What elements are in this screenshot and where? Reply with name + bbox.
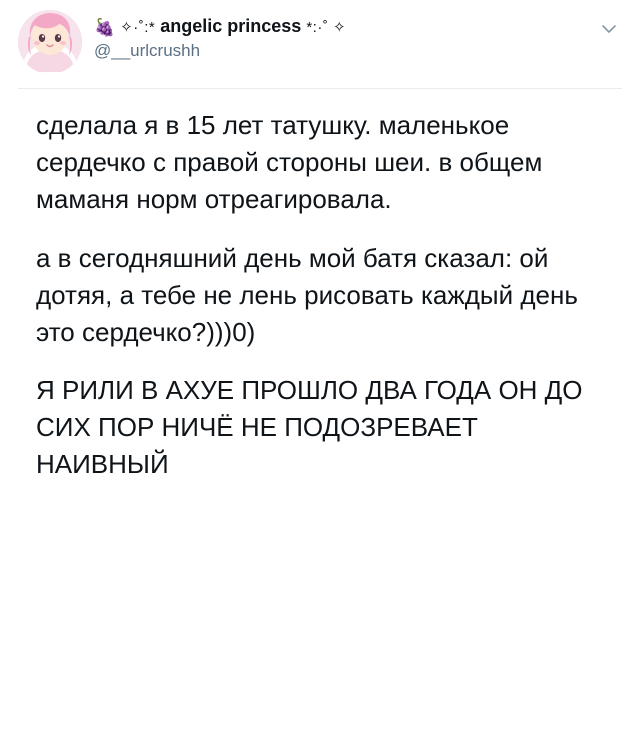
tweet-paragraph-1: сделала я в 15 лет татушку. маленькое сердечко с правой стороны шеи. в общем маманя норм отреагировала. bbox=[36, 110, 543, 214]
author-name-line bbox=[94, 16, 584, 37]
author-handle[interactable]: @__urlcrushh bbox=[94, 41, 201, 60]
name-decoration-right: *:·˚ ✧ bbox=[306, 18, 347, 36]
avatar[interactable] bbox=[18, 10, 82, 74]
tweet-paragraph-3: Я РИЛИ В АХУЕ ПРОШЛО ДВА ГОДА ОН ДО СИХ ПОР НИЧЁ НЕ ПОДОЗРЕВАЕТ НАИВНЫЙ bbox=[36, 375, 583, 480]
grape-icon: 🍇 bbox=[94, 18, 116, 37]
tweet-body bbox=[18, 89, 622, 483]
tweet-paragraph-2: а в сегодняшний день мой батя сказал: ой дотяя, а тебе не лень рисовать каждый день это сердечко?)))0) bbox=[36, 242, 578, 347]
chevron-down-glyph bbox=[599, 19, 619, 39]
author-display-name[interactable]: angelic princess bbox=[160, 16, 302, 36]
chevron-down-icon[interactable] bbox=[596, 10, 622, 42]
avatar-image bbox=[18, 10, 82, 74]
author-identity bbox=[94, 10, 584, 61]
tweet-header bbox=[18, 10, 622, 82]
name-decoration-left: ✧·˚:* bbox=[120, 18, 156, 36]
